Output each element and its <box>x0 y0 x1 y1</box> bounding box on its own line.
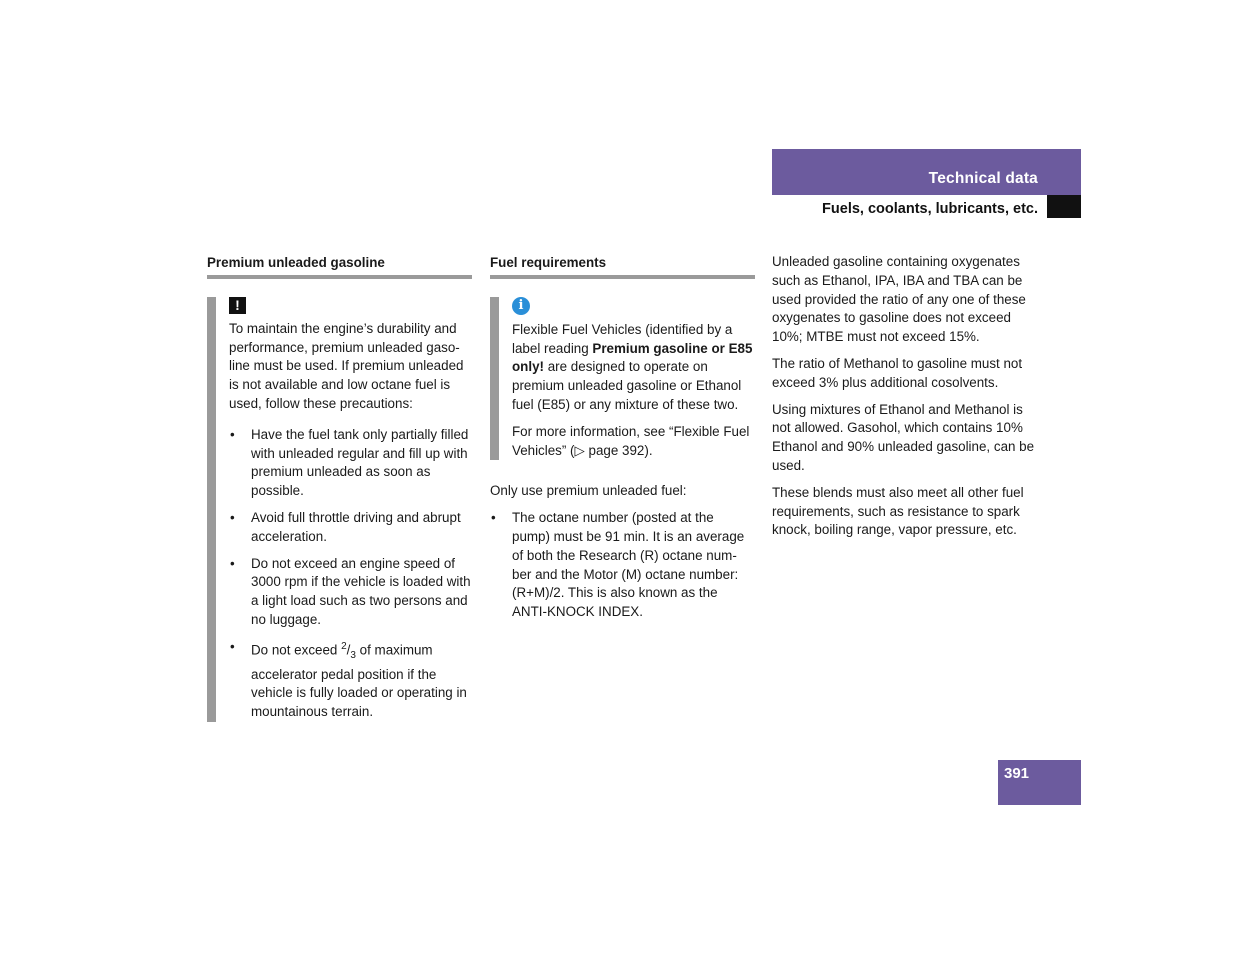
warning-intro: To maintain the engine’s durability and performance, premium unleaded gaso-line must be used. If premium unleaded is not available and low octane fuel is used, follow these precautions: <box>229 320 464 411</box>
subsection-header <box>772 195 1081 218</box>
column-oxygenates <box>772 253 1038 548</box>
subsection-title: Fuels, coolants, lubricants, etc. <box>822 201 1038 217</box>
fraction-slash: / <box>346 642 351 658</box>
list-item: • Avoid full throttle driving and abrupt acceleration. <box>229 509 472 547</box>
column-heading: Fuel requirements <box>490 254 755 279</box>
precautions-list <box>229 426 472 722</box>
bullet-text-suffix: of maximum accelerator pedal position if the vehicle is fully loaded or operating in mountainous terrain. <box>251 642 467 720</box>
info-reference: For more information, see “Flexible Fuel Vehicles” (▷ page 392). <box>512 423 750 458</box>
bullet-text-prefix: Do not exceed <box>251 642 342 658</box>
paragraph: Unleaded gasoline containing oxygenates such as Ethanol, IPA, IBA and TBA can be used provided the ratio of any one of these oxygenates to gasoline does not exceed 10%; MTBE must not exceed 15%. <box>772 254 1026 345</box>
info-note <box>490 297 755 461</box>
paragraph: These blends must also meet all other fuel requirements, such as resistance to spark knock, boiling range, vapor pressure, etc. <box>772 484 1024 538</box>
column-heading: Premium unleaded gasoline <box>207 254 472 279</box>
fraction-numerator: 2 <box>341 640 347 652</box>
warning-icon: ! <box>229 297 246 314</box>
column-premium-unleaded <box>207 254 472 726</box>
paragraph: Using mixtures of Ethanol and Methanol is not allowed. Gasohol, which contains 10% Ethanol and 90% unleaded gasoline, can be used. <box>772 401 1035 473</box>
info-paragraph <box>512 321 755 415</box>
info-text: Flexible Fuel Vehicles (identified by a label reading <box>512 321 733 356</box>
info-text: are designed to operate on premium unleaded gasoline or Ethanol fuel (E85) or any mixture of these two. <box>512 359 742 412</box>
info-icon: i <box>512 297 530 315</box>
paragraph: The ratio of Methanol to gasoline must not exceed 3% plus additional cosolvents. <box>772 355 1023 390</box>
note-bar <box>207 297 216 722</box>
warning-note <box>207 297 472 722</box>
info-label-bold: Premium gasoline or E85 only! <box>512 340 753 375</box>
page-number-box <box>998 760 1081 805</box>
list-item: • The octane number (posted at the pump) must be 91 min. It is an average of both the Research (R) octane num-ber and the Motor (M) octane number: (R+M)/2. This is also known as the ANTI-KNOCK INDEX. <box>490 509 755 622</box>
lead-text: Only use premium unleaded fuel: <box>490 483 687 499</box>
thumb-tab-marker <box>1047 195 1081 218</box>
section-title: Technical data <box>928 170 1038 187</box>
section-header <box>772 149 1081 195</box>
list-item: • Do not exceed an engine speed of 3000 rpm if the vehicle is loaded with a light load such as two persons and no luggage. <box>229 555 472 630</box>
list-item: • Have the fuel tank only partially filled with unleaded regular and fill up with premium unleaded as soon as possible. <box>229 426 472 501</box>
fraction-denominator: 3 <box>350 649 356 661</box>
page-number: 391 <box>1004 765 1030 782</box>
requirements-list <box>490 509 755 622</box>
note-bar <box>490 297 499 461</box>
column-fuel-requirements <box>490 254 755 630</box>
list-item <box>229 638 472 722</box>
